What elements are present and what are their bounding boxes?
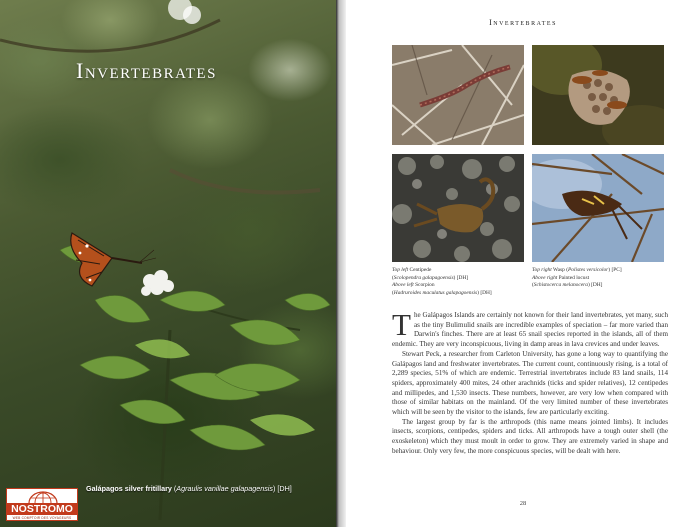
- left-page-photo: [0, 0, 336, 527]
- paragraph-3: The largest group by far is the arthropods (this name means jointed limbs). It includes insects, scorpions, centipedes, spiders and ticks. All arthropods have a tough outer shell (the exoskeleton) which they must moult in order to grow. They are extremely varied in shape and behaviour. Only very few, the more conspicuous species, will be dealt with here.: [392, 417, 668, 455]
- caption-scorpion: Above left Scorpion: [392, 282, 435, 289]
- logo-tagline: WEB COMPTOIR DES VOYAGEURS: [12, 516, 72, 520]
- caption-open-paren: (: [173, 484, 177, 493]
- page-number: 28: [519, 500, 527, 507]
- photo-wasp: [532, 45, 664, 145]
- photo-caption: [86, 484, 292, 493]
- logo-wordmark: NOSTROMO: [7, 503, 77, 515]
- photo-locust: [532, 154, 664, 262]
- caption-credit: [DH]: [277, 484, 292, 493]
- running-head: Invertebrates: [489, 18, 557, 27]
- photo-scorpion: [392, 154, 524, 262]
- paragraph-2: Stewart Peck, a researcher from Carleton University, has gone a long way to quantifying the Galápagos land and freshwater invertebrates. The current count, continuously rising, is a total of 2,289 species, 51% of which are endemic. Terrestrial invertebrates include 83 land snails, 114 spiders, approximately 400 mites, 24 other arachnids (ticks and spider relatives), 12 centipedes and millipedes, and 1,530 insects. These numbers, however, are very low when compared with those of similar habitats on the mainland. Of the very limited number of these invertebrates which will be seen by the visitor to the islands, few are particularly exciting.: [392, 349, 668, 417]
- caption-centipede: Top left Centipede: [392, 267, 432, 273]
- caption-common-name: Galápagos silver fritillary: [86, 484, 172, 493]
- photo-centipede: [392, 45, 524, 145]
- caption-right-photos: Top right Wasp (Polistes versicolor) [PC] Above right Painted locust (Schistocerca melanocera) [DH]: [532, 267, 664, 290]
- paragraph-1: The Galápagos Islands are certainly not known for their land invertebrates, yet many, such as the tiny Bulimulid snails are incredible examples of speciation – far more varied than Darwin's finches. There are at least 65 snail species reported in the islands, all of them endemic. They are very inconspicuous, living in damp areas in lava crevices and under leaves.: [392, 307, 668, 349]
- book-gutter: [336, 0, 346, 527]
- caption-scientific-name: Agraulis vanillae galapagensis: [176, 484, 273, 493]
- butterfly: [71, 233, 156, 286]
- caption-locust: Above right Painted locust: [532, 274, 590, 281]
- right-page: [346, 0, 700, 527]
- caption-wasp: Top right Wasp (Polistes versicolor) [PC]: [532, 267, 622, 273]
- section-title: Invertebrates: [76, 58, 217, 83]
- caption-left-photos: Top left Centipede (Scolopendra galapagoensis) [DH] Above left Scorpion (Hadruroides maculatus galapagoensis) [DH]: [392, 267, 524, 297]
- nostromo-logo: [6, 488, 78, 521]
- drop-cap: T: [392, 307, 411, 342]
- caption-close-paren: ): [273, 484, 276, 493]
- body-text: [392, 307, 668, 457]
